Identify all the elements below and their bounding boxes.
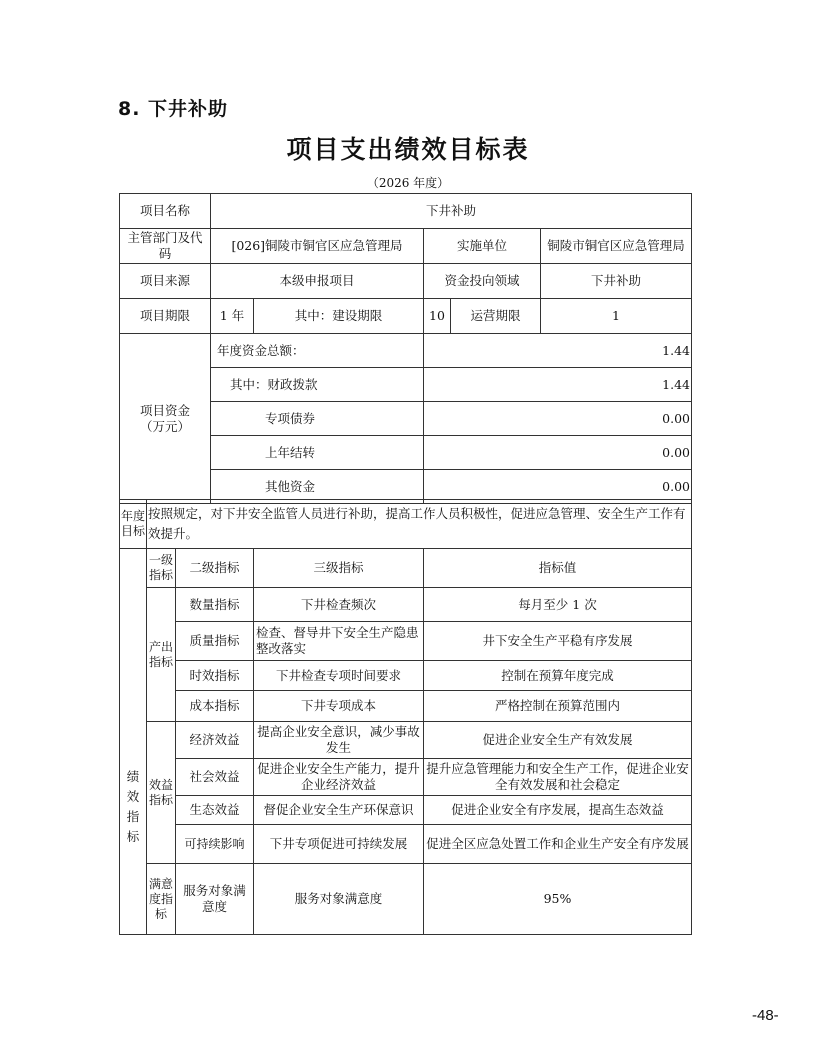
output-indicator-label: 产出指标 [147,588,176,722]
performance-group-text: 绩效指标 [126,768,140,844]
source-value: 本级申报项目 [211,264,424,299]
level3-cell: 下井专项促进可持续发展 [254,825,424,864]
table-row [120,229,692,264]
funds-label [120,334,211,504]
fund-total-label: 年度资金总额： [211,334,424,368]
dept-value: [026]铜陵市铜官区应急管理局 [211,229,424,264]
funds-label-line1: 项目资金 [139,402,190,418]
table-row [120,588,692,622]
level3-cell: 检查、督导井下安全生产隐患整改落实 [254,622,424,661]
fund-carryover-label: 上年结转 [211,436,424,470]
field-value: 下井补助 [541,264,692,299]
header-level3: 三级指标 [254,549,424,588]
level3-cell: 促进企业安全生产能力，提升企业经济效益 [254,759,424,796]
funds-label-line2: （万元） [139,418,190,434]
build-period-value: 10 [424,299,451,334]
table-row [120,722,692,759]
section-title: 8. 下井补助 [118,98,229,120]
level2-cell: 经济效益 [176,722,254,759]
level3-cell: 下井检查频次 [254,588,424,622]
period-value: 1 年 [211,299,254,334]
value-cell: 促进企业安全生产有效发展 [424,722,692,759]
level2-cell: 质量指标 [176,622,254,661]
table-row [120,334,692,368]
field-label: 资金投向领域 [424,264,541,299]
fund-fiscal-value: 1.44 [424,368,692,402]
period-label: 项目期限 [120,299,211,334]
impl-unit-label: 实施单位 [424,229,541,264]
annual-goal-row [120,500,692,549]
value-cell: 促进全区应急处置工作和企业生产安全有序发展 [424,825,692,864]
table-row [120,759,692,796]
project-info-table [119,193,692,334]
level2-cell: 时效指标 [176,661,254,691]
fund-total-value: 1.44 [424,334,692,368]
satisfaction-indicator-label: 满意度指标 [147,864,176,935]
fund-fiscal-label: 其中：财政拨款 [211,368,424,402]
fiscal-year: （2026 年度） [366,176,450,190]
table-row [120,864,692,935]
value-cell: 提升应急管理能力和安全生产工作，促进企业安全有效发展和社会稳定 [424,759,692,796]
table-row [120,194,692,229]
build-period-label: 其中：建设期限 [254,299,424,334]
level2-cell: 服务对象满意度 [176,864,254,935]
annual-goal-label: 年度目标 [120,500,147,549]
funds-table [119,333,692,504]
level2-cell: 成本指标 [176,691,254,722]
level2-cell: 生态效益 [176,796,254,825]
source-label: 项目来源 [120,264,211,299]
table-row [120,299,692,334]
table-row [120,691,692,722]
project-name-label: 项目名称 [120,194,211,229]
ops-period-label: 运营期限 [451,299,541,334]
fund-other-value: 0.00 [424,470,692,504]
table-row [120,661,692,691]
level3-cell: 提高企业安全意识，减少事故发生 [254,722,424,759]
value-cell: 井下安全生产平稳有序发展 [424,622,692,661]
level2-cell: 数量指标 [176,588,254,622]
fund-carryover-value: 0.00 [424,436,692,470]
level2-cell: 可持续影响 [176,825,254,864]
value-cell: 促进企业安全有序发展，提高生态效益 [424,796,692,825]
fund-bond-label: 专项债券 [211,402,424,436]
value-cell: 95% [424,864,692,935]
ops-period-value: 1 [541,299,692,334]
header-row [120,549,692,588]
document-title: 项目支出绩效目标表 [286,135,530,164]
table-row [120,825,692,864]
value-cell: 每月至少 1 次 [424,588,692,622]
impl-unit-value: 铜陵市铜官区应急管理局 [541,229,692,264]
benefit-indicator-label: 效益指标 [147,722,176,864]
level3-cell: 服务对象满意度 [254,864,424,935]
header-value: 指标值 [424,549,692,588]
dept-label: 主管部门及代码 [120,229,211,264]
annual-goal-text: 按照规定，对下井安全监管人员进行补助，提高工作人员积极性，促进应急管理、安全生产工作有效提升。 [147,500,692,549]
level3-cell: 下井专项成本 [254,691,424,722]
performance-group-label [120,549,147,935]
table-row [120,264,692,299]
level2-cell: 社会效益 [176,759,254,796]
fund-bond-value: 0.00 [424,402,692,436]
value-cell: 严格控制在预算范围内 [424,691,692,722]
page-number: -48- [752,1007,779,1024]
level3-cell: 下井检查专项时间要求 [254,661,424,691]
header-level1: 一级指标 [147,549,176,588]
table-row [120,796,692,825]
fund-other-label: 其他资金 [211,470,424,504]
project-name-value: 下井补助 [211,194,692,229]
value-cell: 控制在预算年度完成 [424,661,692,691]
performance-table [119,499,692,935]
level3-cell: 督促企业安全生产环保意识 [254,796,424,825]
table-row [120,622,692,661]
header-level2: 二级指标 [176,549,254,588]
